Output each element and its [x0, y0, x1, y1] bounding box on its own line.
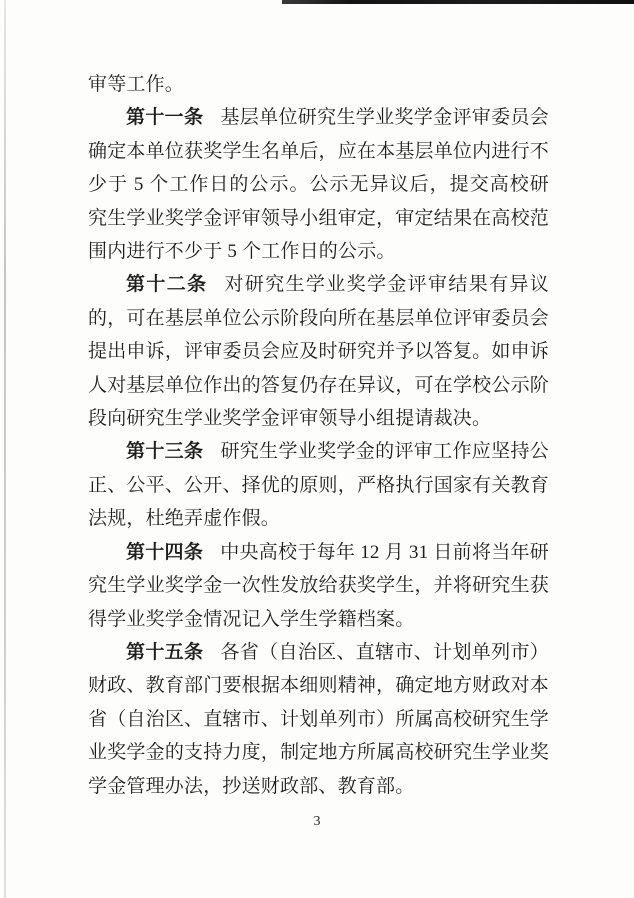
- document-body: [88, 68, 549, 803]
- article-paragraph-12: [88, 268, 549, 435]
- paragraph-text: 审等工作。: [88, 74, 185, 95]
- article-paragraph-15: [88, 636, 549, 803]
- article-number-label: 第十五条: [126, 641, 204, 663]
- paragraph-text: 研究生学业奖学金的评审工作应坚持公正、公平、公开、择优的原则，严格执行国家有关教育法规，杜绝弄虚作假。: [88, 441, 549, 530]
- article-paragraph-13: [88, 435, 549, 535]
- article-number-label: 第十四条: [126, 541, 204, 563]
- scan-artifact-top-strip: [282, 0, 634, 4]
- paragraph-text: 基层单位研究生学业奖学金评审委员会确定本单位获奖学生名单后，应在本基层单位内进行不少于 5 个工作日的公示。公示无异议后，提交高校研究生学业奖学金评审领导小组审定，审定结果在高校范围内进行不少于 5 个工作日的公示。: [88, 107, 549, 263]
- article-number-label: 第十三条: [126, 441, 204, 463]
- paragraph-text: 各省（自治区、直辖市、计划单列市）财政、教育部门要根据本细则精神，确定地方财政对本省（自治区、直辖市、计划单列市）所属高校研究生学业奖学金的支持力度，制定地方所属高校研究生学业奖学金管理办法，抄送财政部、教育部。: [88, 641, 549, 797]
- article-paragraph-11: [88, 101, 549, 268]
- article-number-label: 第十二条: [126, 274, 208, 296]
- article-paragraph-14: [88, 536, 549, 636]
- page-number: 3: [313, 814, 321, 829]
- paragraph-text: 中央高校于每年 12 月 31 日前将当年研究生学业奖学金一次性发放给获奖学生，并将研究生获得学业奖学金情况记入学生学籍档案。: [88, 541, 549, 630]
- scan-artifact-left-edge: [4, 0, 6, 898]
- paragraph-continuation: [88, 68, 549, 101]
- paragraph-text: 对研究生学业奖学金评审结果有异议的，可在基层单位公示阶段向所在基层单位评审委员会提出申诉，评审委员会应及时研究并予以答复。如申诉人对基层单位作出的答复仍存在异议，可在学校公示阶段向研究生学业奖学金评审领导小组提请裁决。: [88, 274, 549, 430]
- article-number-label: 第十一条: [126, 107, 204, 129]
